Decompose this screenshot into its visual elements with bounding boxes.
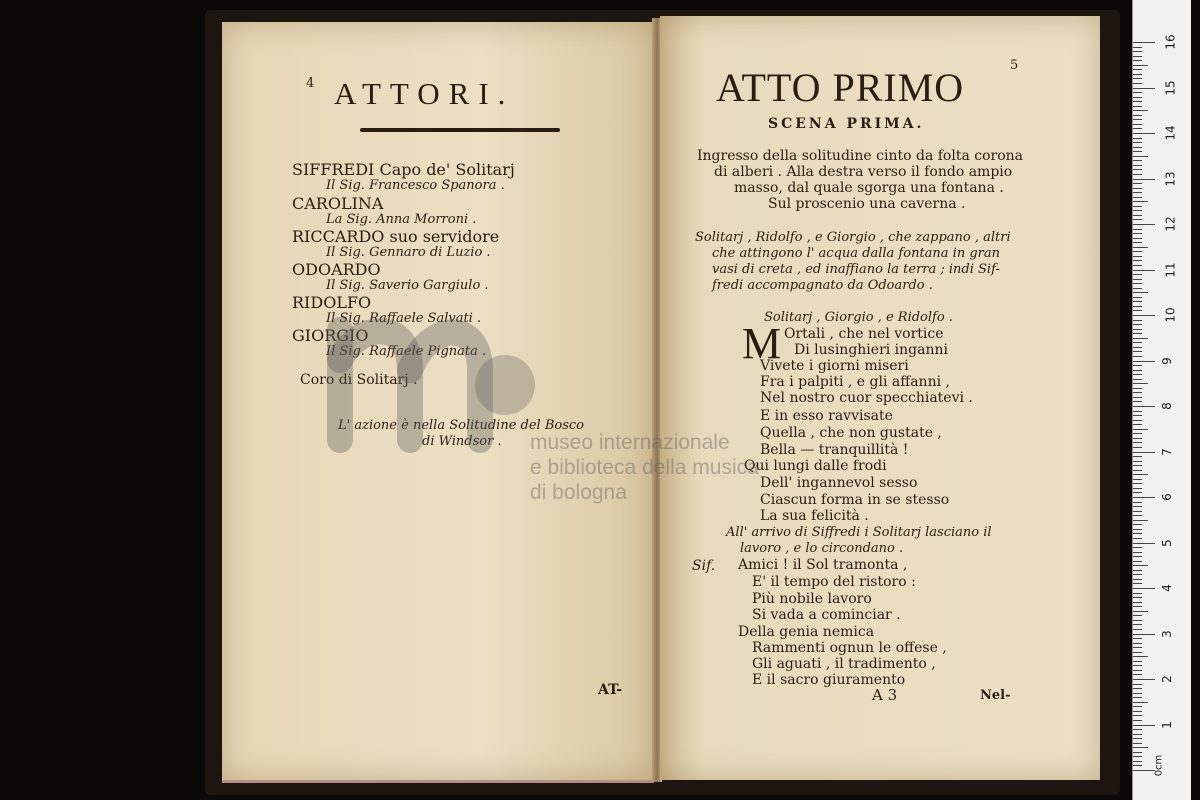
ruler-tick (1133, 288, 1142, 289)
verse-line: Rammenti ognun le offese , (752, 640, 947, 656)
action-line: All' arrivo di Siffredi i Solitarj lasciano il (726, 525, 992, 540)
museum-watermark-text (530, 430, 759, 505)
ruler-number: 4 (1159, 584, 1174, 592)
ruler-unit-label: 0cm (1153, 754, 1165, 777)
stage-line: Ingresso della solitudine cinto da folta corona (697, 148, 1023, 164)
ruler-tick (1133, 593, 1142, 594)
ruler-tick (1133, 492, 1142, 493)
ruler-tick (1133, 547, 1142, 548)
ruler-tick (1133, 720, 1142, 721)
ruler-tick (1133, 347, 1142, 348)
ruler-tick (1133, 365, 1142, 366)
ruler-tick (1133, 42, 1155, 43)
ruler-tick (1133, 224, 1155, 225)
ruler-tick (1133, 674, 1142, 675)
verse-line: Più nobile lavoro (752, 591, 872, 607)
ruler-number: 13 (1163, 170, 1178, 187)
action-line: Solitarj , Ridolfo , e Giorgio , che zappano , altri (695, 230, 1011, 245)
ruler-tick (1133, 602, 1142, 603)
ruler-tick (1133, 110, 1148, 111)
ruler-tick (1133, 306, 1142, 307)
verse-line: Bella — tranquillità ! (760, 442, 909, 458)
ruler-tick (1133, 502, 1142, 503)
ruler-tick (1133, 433, 1142, 434)
ruler-number: 11 (1163, 261, 1178, 278)
ruler-tick (1133, 511, 1142, 512)
ruler-tick (1133, 765, 1142, 766)
ruler-tick (1133, 761, 1142, 762)
right-catchword: Nel- (980, 688, 1011, 703)
ruler-tick (1133, 743, 1142, 744)
ruler-number: 16 (1163, 34, 1178, 50)
ruler-tick (1133, 338, 1148, 339)
ruler-tick (1133, 106, 1142, 107)
ruler-tick (1133, 693, 1142, 694)
ruler-tick (1133, 401, 1142, 402)
ruler-tick (1133, 543, 1155, 544)
ruler-tick (1133, 356, 1142, 357)
ruler-tick (1133, 197, 1142, 198)
verse-line: E in esso ravvisate (760, 408, 893, 424)
action-line: lavoro , e lo circondano . (740, 541, 904, 556)
ruler-tick (1133, 729, 1142, 730)
ruler-tick (1133, 279, 1142, 280)
ruler-tick (1133, 251, 1142, 252)
ruler-tick (1133, 388, 1142, 389)
ruler-tick (1133, 256, 1142, 257)
ruler-tick (1133, 201, 1148, 202)
left-page-number: 4 (306, 76, 315, 91)
cast-actor: Il Sig. Saverio Gargiulo . (326, 278, 489, 293)
ruler-tick (1133, 470, 1142, 471)
ruler-tick (1133, 210, 1142, 211)
ruler-tick (1133, 647, 1142, 648)
ruler-tick (1133, 429, 1148, 430)
ruler-tick (1133, 97, 1142, 98)
ruler-tick (1133, 752, 1142, 753)
ruler-tick (1133, 351, 1142, 352)
ruler-tick (1133, 679, 1155, 680)
museum-logo-watermark (300, 290, 550, 480)
ruler-tick (1133, 688, 1142, 689)
ruler-tick (1133, 579, 1142, 580)
stage-line: di alberi . Alla destra verso il fondo ampio (714, 164, 1013, 180)
cast-role: RIDOLFO (292, 293, 372, 312)
ruler-tick (1133, 456, 1142, 457)
ruler-tick (1133, 565, 1148, 566)
ruler-number: 1 (1159, 720, 1174, 729)
ruler-tick (1133, 101, 1142, 102)
ruler-tick (1133, 661, 1142, 662)
watermark-line: di bologna (530, 481, 627, 504)
ruler-tick (1133, 188, 1142, 189)
ruler-tick (1133, 124, 1142, 125)
ruler-tick (1133, 310, 1142, 311)
stage-line: masso, dal quale sgorga una fontana . (734, 180, 1004, 196)
ruler-tick (1133, 702, 1148, 703)
ruler-tick (1133, 51, 1142, 52)
ruler-tick (1133, 133, 1155, 134)
ruler-tick (1133, 274, 1142, 275)
ruler-tick (1133, 292, 1148, 293)
ruler-tick (1133, 652, 1142, 653)
speakers-heading: Solitarj , Giorgio , e Ridolfo . (764, 310, 953, 325)
ruler-tick (1133, 83, 1142, 84)
ruler-tick (1133, 297, 1142, 298)
scene-title: SCENA PRIMA. (768, 116, 925, 132)
ruler-tick (1133, 260, 1142, 261)
ruler-tick (1133, 606, 1142, 607)
verse-line: Dell' ingannevol sesso (760, 475, 918, 491)
ruler-tick (1133, 725, 1155, 726)
ruler-tick (1133, 370, 1142, 371)
cast-actor: Il Sig. Gennaro di Luzio . (326, 245, 491, 260)
ruler-tick (1133, 711, 1142, 712)
ruler-tick (1133, 361, 1155, 362)
verse-line: Quella , che non gustate , (760, 425, 942, 441)
ruler-tick (1133, 533, 1142, 534)
verse-line: Di lusinghieri inganni (794, 342, 948, 358)
ruler-tick (1133, 524, 1142, 525)
ruler-tick (1133, 570, 1142, 571)
ruler-tick (1133, 715, 1142, 716)
watermark-line: museo internazionale (530, 431, 730, 454)
ruler-tick (1133, 588, 1155, 589)
ruler-tick (1133, 320, 1142, 321)
ruler-tick (1133, 497, 1155, 498)
ruler-tick (1133, 415, 1142, 416)
ruler-tick (1133, 333, 1142, 334)
ruler-tick (1133, 583, 1142, 584)
verse-line: Della genia nemica (738, 624, 875, 640)
ruler-tick (1133, 452, 1155, 453)
verse-line: Si vada a cominciar . (752, 607, 901, 623)
ruler-number: 2 (1159, 675, 1174, 683)
ruler-tick (1133, 265, 1142, 266)
ruler-tick (1133, 624, 1142, 625)
ruler-tick (1133, 160, 1142, 161)
ruler-tick (1133, 706, 1142, 707)
title-rule (360, 128, 560, 132)
ruler-tick (1133, 174, 1142, 175)
ruler-tick (1133, 128, 1142, 129)
ruler-tick (1133, 115, 1142, 116)
ruler-tick (1133, 183, 1142, 184)
ruler-tick (1133, 506, 1142, 507)
verse-line: E' il tempo del ristoro : (752, 574, 916, 590)
ruler-tick (1133, 515, 1142, 516)
ruler-tick (1133, 78, 1142, 79)
ruler-tick (1133, 556, 1142, 557)
ruler-tick (1133, 561, 1142, 562)
ruler-tick (1133, 629, 1142, 630)
ruler-tick (1133, 88, 1155, 89)
cast-role: ODOARDO (292, 260, 381, 279)
ruler-tick (1133, 238, 1142, 239)
ruler-tick (1133, 479, 1142, 480)
ruler-tick (1133, 438, 1142, 439)
verse-line: Fra i palpiti , e gli affanni , (760, 374, 950, 390)
verse-line: La sua felicità . (760, 508, 869, 524)
ruler-tick (1133, 392, 1142, 393)
verse-line: Nel nostro cuor specchiatevi . (760, 390, 973, 406)
ruler-tick (1133, 734, 1142, 735)
chorus-entry: Coro di Solitarj . (300, 372, 418, 388)
cast-role: RICCARDO suo servidore (292, 227, 500, 246)
ruler-tick (1133, 665, 1142, 666)
ruler-tick (1133, 379, 1142, 380)
ruler-tick (1133, 342, 1142, 343)
ruler-tick (1133, 738, 1142, 739)
ruler-number: 6 (1159, 493, 1174, 501)
ruler-tick (1133, 643, 1142, 644)
left-page-title: ATTORI. (334, 76, 515, 111)
ruler-tick (1133, 420, 1142, 421)
ruler-tick (1133, 74, 1142, 75)
cast-actor: Il Sig. Francesco Spanora . (326, 178, 505, 193)
ruler-tick (1133, 65, 1148, 66)
ruler-tick (1133, 301, 1142, 302)
drop-cap: M (742, 319, 782, 368)
ruler-tick (1133, 138, 1142, 139)
ruler-tick (1133, 156, 1148, 157)
ruler-tick (1133, 620, 1142, 621)
ruler-tick (1133, 411, 1142, 412)
verse-line: Ortali , che nel vortice (784, 326, 944, 342)
stage-line: Sul proscenio una caverna . (768, 196, 966, 212)
cast-role: SIFFREDI Capo de' Solitarj (292, 160, 515, 179)
ruler-tick (1133, 69, 1142, 70)
ruler-tick (1133, 756, 1142, 757)
ruler-tick (1133, 529, 1142, 530)
ruler-tick (1133, 474, 1148, 475)
ruler-tick (1133, 770, 1155, 771)
ruler-tick (1133, 92, 1142, 93)
ruler-number: 7 (1159, 447, 1174, 456)
ruler-tick (1133, 247, 1148, 248)
ruler-tick (1133, 270, 1155, 271)
ruler-tick (1133, 383, 1148, 384)
signature-mark: A 3 (872, 686, 898, 704)
ruler-number: 12 (1163, 216, 1178, 232)
ruler-tick (1133, 165, 1142, 166)
ruler-tick (1133, 215, 1142, 216)
ruler-tick (1133, 169, 1142, 170)
ruler-tick (1133, 192, 1142, 193)
ruler-tick (1133, 442, 1142, 443)
ruler-tick (1133, 552, 1142, 553)
watermark-line: e biblioteca della musica (530, 456, 759, 479)
ruler-tick (1133, 229, 1142, 230)
ruler-number: 9 (1159, 356, 1174, 365)
ruler-number: 10 (1163, 307, 1178, 323)
ruler-tick (1133, 638, 1142, 639)
ruler-tick (1133, 206, 1142, 207)
ruler-tick (1133, 329, 1142, 330)
setting-line: L' azione è nella Solitudine del Bosco (338, 418, 584, 433)
ruler-tick (1133, 538, 1142, 539)
ruler-tick (1133, 374, 1142, 375)
ruler-tick (1133, 406, 1155, 407)
action-line: che attingono l' acqua dalla fontana in gran (712, 246, 1000, 261)
ruler-tick (1133, 656, 1148, 657)
cast-actor: La Sig. Anna Morroni . (326, 212, 477, 227)
left-catchword: AT- (598, 682, 623, 698)
ruler-number: 3 (1159, 629, 1174, 638)
cast-role: CAROLINA (292, 194, 384, 213)
ruler-tick (1133, 447, 1142, 448)
verse-line: Qui lungi dalle frodi (744, 458, 887, 474)
ruler-tick (1133, 151, 1142, 152)
ruler-number: 5 (1159, 538, 1174, 547)
ruler-tick (1133, 219, 1142, 220)
ruler-tick (1133, 315, 1155, 316)
ruler-tick (1133, 147, 1142, 148)
ruler-tick (1133, 697, 1142, 698)
ruler-tick (1133, 60, 1142, 61)
ruler-tick (1133, 142, 1142, 143)
act-title: ATTO PRIMO (716, 65, 965, 110)
ruler-tick (1133, 465, 1142, 466)
ruler-tick (1133, 233, 1142, 234)
ruler-tick (1133, 47, 1142, 48)
ruler-tick (1133, 424, 1142, 425)
speaker-name: Sif. (692, 558, 716, 574)
right-page-number: 5 (1010, 58, 1019, 73)
ruler-tick (1133, 242, 1142, 243)
ruler-tick (1133, 119, 1142, 120)
ruler-tick (1133, 461, 1142, 462)
ruler-tick (1133, 483, 1142, 484)
verse-line: Gli aguati , il tradimento , (752, 656, 936, 672)
ruler-tick (1133, 574, 1142, 575)
ruler-tick (1133, 56, 1142, 57)
ruler-tick (1133, 597, 1142, 598)
setting-line: di Windsor . (422, 434, 502, 449)
ruler-tick (1133, 179, 1155, 180)
verse-line: Vivete i giorni miseri (760, 358, 909, 374)
ruler-number: 15 (1163, 79, 1178, 96)
ruler-tick (1133, 397, 1142, 398)
ruler-number: 8 (1159, 402, 1174, 410)
verse-line: E il sacro giuramento (752, 672, 906, 688)
ruler-tick (1133, 520, 1148, 521)
action-line: vasi di creta , ed inaffiano la terra ; indi Sif- (712, 262, 1000, 277)
ruler-tick (1133, 611, 1148, 612)
cast-actor: Il Sig. Raffaele Salvati . (326, 311, 482, 326)
ruler-number: 14 (1163, 125, 1178, 141)
cast-actor: Il Sig. Raffaele Pignata . (326, 344, 487, 359)
ruler-tick (1133, 747, 1148, 748)
cast-role: GIORGIO (292, 326, 369, 345)
ruler-tick (1133, 488, 1142, 489)
ruler-tick (1133, 324, 1142, 325)
ruler-tick (1133, 283, 1142, 284)
ruler-tick (1133, 634, 1155, 635)
ruler-tick (1133, 615, 1142, 616)
verse-line: Ciascun forma in se stesso (760, 492, 950, 508)
measurement-ruler (1132, 0, 1191, 800)
ruler-tick (1133, 684, 1142, 685)
action-line: fredi accompagnato da Odoardo . (712, 278, 933, 293)
ruler-tick (1133, 670, 1142, 671)
verse-line: Amici ! il Sol tramonta , (738, 557, 908, 573)
